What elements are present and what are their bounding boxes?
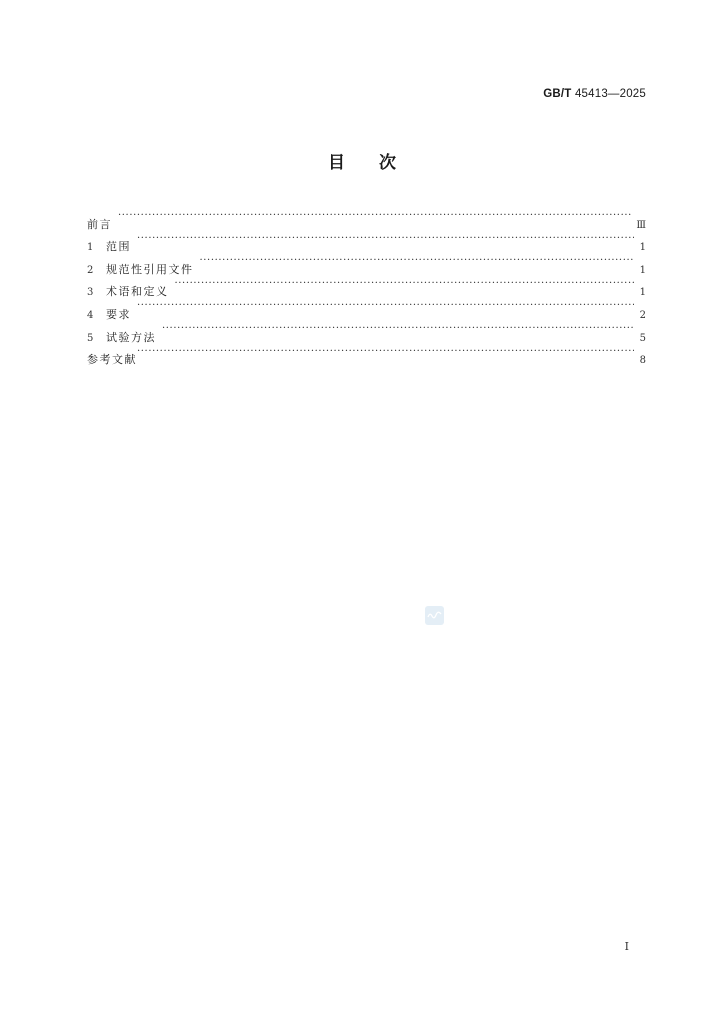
toc-entry-requirements[interactable] — [87, 295, 646, 321]
toc-entry-label: 参考文献 — [87, 353, 137, 367]
standard-prefix: GB/T — [543, 88, 572, 100]
toc-entry-page: 5 — [639, 332, 646, 344]
toc-entry-page: Ⅲ — [636, 219, 646, 231]
toc-entry-page: 2 — [639, 309, 646, 321]
toc-entry-label: 试验方法 — [106, 330, 156, 344]
toc-entry-test-methods[interactable] — [87, 318, 646, 344]
toc-entry-page: 1 — [639, 264, 646, 276]
toc-entry-number: 4 — [87, 309, 94, 321]
toc-entry-page: 1 — [639, 287, 646, 299]
toc-entry-number: 5 — [87, 332, 94, 344]
toc-entry-foreword[interactable] — [87, 205, 646, 231]
toc-entry-label: 规范性引用文件 — [106, 262, 194, 276]
standard-number: 45413—2025 — [574, 88, 646, 100]
watermark-glyph — [427, 611, 442, 620]
toc-leader-dots — [162, 318, 634, 341]
toc-title — [0, 148, 724, 173]
toc-leader-dots — [137, 228, 634, 251]
toc-entry-label: 要求 — [106, 307, 131, 321]
toc-entry-page: 1 — [639, 242, 646, 254]
toc-leader-dots — [175, 273, 635, 296]
toc-entry-label: 范围 — [106, 240, 131, 254]
toc-entry-label: 前言 — [87, 217, 112, 231]
toc-entry-page: 8 — [639, 355, 646, 367]
table-of-contents — [87, 205, 646, 367]
toc-title-char-1: 目 — [328, 153, 345, 173]
toc-entry-number: 2 — [87, 264, 94, 276]
toc-entry-number: 3 — [87, 287, 94, 299]
toc-entry-scope[interactable] — [87, 228, 646, 254]
toc-leader-dots — [200, 250, 635, 273]
toc-leader-dots — [137, 341, 634, 364]
page-number: I — [624, 940, 629, 953]
toc-leader-dots — [137, 295, 634, 318]
toc-leader-dots — [118, 205, 632, 228]
toc-entry-normative-references[interactable] — [87, 250, 646, 276]
toc-entry-label: 术语和定义 — [106, 285, 169, 299]
watermark-logo-icon — [425, 606, 444, 625]
toc-entry-bibliography[interactable] — [87, 341, 646, 367]
standard-code — [543, 88, 646, 100]
toc-entry-number: 1 — [87, 242, 94, 254]
toc-title-char-2: 次 — [379, 153, 396, 173]
